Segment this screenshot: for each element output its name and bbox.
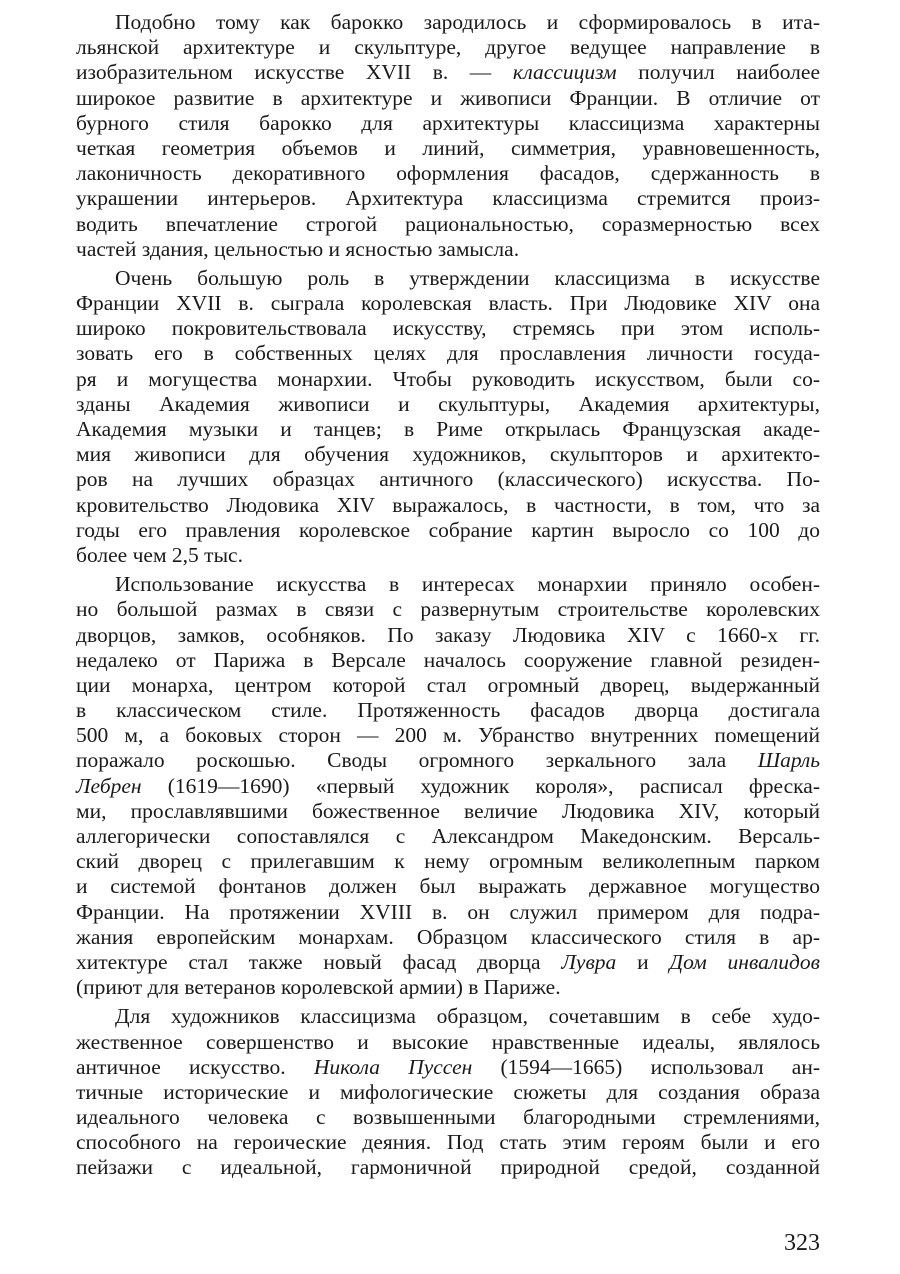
paragraph-1-line: частей здания, цельностью и ясностью замысла. [76, 236, 520, 261]
italic-term: Никола Пуссен [313, 1054, 473, 1079]
paragraph-2-line: мия живописи для обучения художников, скульпторов и архитекто- [76, 442, 820, 467]
paragraph-4-line: Для художников классицизма образцом, сочетавшим в себе худо- [115, 1004, 820, 1029]
paragraph-2-line: Франции XVII в. сыграла королевская власть. При Людовике XIV она [76, 291, 820, 316]
paragraph-4-line: идеального человека с возвышенными благородными стремлениями, [76, 1105, 820, 1130]
paragraph-3-line: ции монарха, центром которой стал огромный дворец, выдержанный [76, 672, 820, 697]
paragraph-3-line: поражало роскошью. Своды огромного зеркального зала Шарль [76, 748, 820, 773]
paragraph-3-line: Франции. На протяжении XVIII в. он служил примером для подра- [76, 899, 820, 924]
paragraph-1-line: бурного стиля барокко для архитектуры классицизма характерны [76, 110, 820, 135]
paragraph-3-line: (приют для ветеранов королевской армии) в Париже. [76, 975, 561, 1000]
paragraph-3-line: Лебрен (1619—1690) «первый художник короля», расписал фреска- [76, 773, 820, 798]
paragraph-3-line: жания европейским монархам. Образцом классического стиля в ар- [76, 924, 820, 949]
paragraph-2-line: более чем 2,5 тыс. [76, 542, 243, 567]
paragraph-4-line: жественное совершенство и высокие нравственные идеалы, являлось [76, 1029, 820, 1054]
paragraph-3-line: но большой размах в связи с развернутым строительстве королевских [76, 597, 820, 622]
paragraph-3-line: аллегорически сопоставлялся с Александром Македонским. Версаль- [76, 824, 820, 848]
italic-term: Дом инвалидов [669, 949, 820, 974]
italic-term: Лувра [561, 949, 617, 974]
paragraph-2-line: зданы Академия живописи и скульптуры, Академия архитектуры, [76, 391, 820, 416]
paragraph-2-line: ров на лучших образцах античного (классического) искусства. По- [76, 467, 820, 492]
paragraph-4-line: пейзажи с идеальной, гармоничной природной средой, созданной [76, 1155, 820, 1180]
paragraph-1-line: водить впечатление строгой рациональностью, соразмерностью всех [76, 211, 820, 236]
paragraph-3-line: Использование искусства в интересах монархии приняло особен- [115, 572, 820, 597]
paragraph-1-line: Подобно тому как барокко зародилось и сформировалось в ита- [115, 10, 820, 34]
paragraph-4-line: способного на героические деяния. Под стать этим героям были и его [76, 1130, 820, 1155]
paragraph-3-line: в классическом стиле. Протяженность фасадов дворца достигала [76, 698, 820, 723]
paragraph-2-line: Очень большую роль в утверждении классицизма в искусстве [115, 265, 820, 290]
paragraph-3-line: дворцов, замков, особняков. По заказу Людовика XIV с 1660-х гг. [76, 622, 820, 647]
paragraph-1-line: широкое развитие в архитектуре и живописи Франции. В отличие от [76, 85, 820, 110]
italic-term: классицизм [512, 60, 617, 85]
paragraph-3-line: ский дворец с прилегавшим к нему огромным великолепным парком [76, 849, 820, 874]
paragraph-3-line: недалеко от Парижа в Версале началось сооружение главной резиден- [76, 647, 820, 672]
paragraph-4-line: тичные исторические и мифологические сюжеты для создания образа [76, 1079, 820, 1104]
italic-term: Шарль [757, 748, 820, 773]
paragraph-2-line: ря и могущества монархии. Чтобы руководить искусством, были со- [76, 366, 820, 391]
paragraph-2-line: широко покровительствовала искусству, стремясь при этом исполь- [76, 316, 820, 341]
paragraph-4-line: античное искусство. Никола Пуссен (1594—1665) использовал ан- [76, 1054, 821, 1079]
italic-term: Лебрен [76, 773, 142, 798]
paragraph-1-line: льянской архитектуре и скульптуре, другое ведущее направление в [76, 35, 820, 60]
main-text [76, 10, 820, 1181]
paragraph-1-line: лаконичность декоративного оформления фасадов, сдержанность в [76, 161, 820, 186]
paragraph-2-line: Академия музыки и танцев; в Риме открылась Французская акаде- [76, 417, 820, 441]
page-number: 323 [784, 1230, 820, 1256]
paragraph-3-line: 500 м, а боковых сторон — 200 м. Убранство внутренних помещений [76, 723, 820, 748]
paragraph-3-line: ми, прославлявшими божественное величие Людовика XIV, который [76, 798, 820, 823]
paragraph-3-line: хитектуре стал также новый фасад дворца Лувра и Дом инвалидов [76, 949, 820, 974]
paragraph-1-line: четкая геометрия объемов и линий, симметрия, уравновешенность, [76, 135, 820, 160]
paragraph-1-line: украшении интерьеров. Архитектура классицизма стремится произ- [76, 186, 820, 211]
paragraph-2-line: кровительство Людовика XIV выражалось, в частности, в том, что за [76, 492, 820, 517]
paragraph-3-line: и системой фонтанов должен был выражать державное могущество [76, 874, 820, 899]
paragraph-1-line: изобразительном искусстве XVII в. — классицизм получил наиболее [76, 60, 821, 85]
paragraph-2-line: зовать его в собственных целях для прославления личности госуда- [76, 341, 820, 366]
paragraph-2-line: годы его правления королевское собрание картин выросло со 100 до [76, 517, 820, 542]
